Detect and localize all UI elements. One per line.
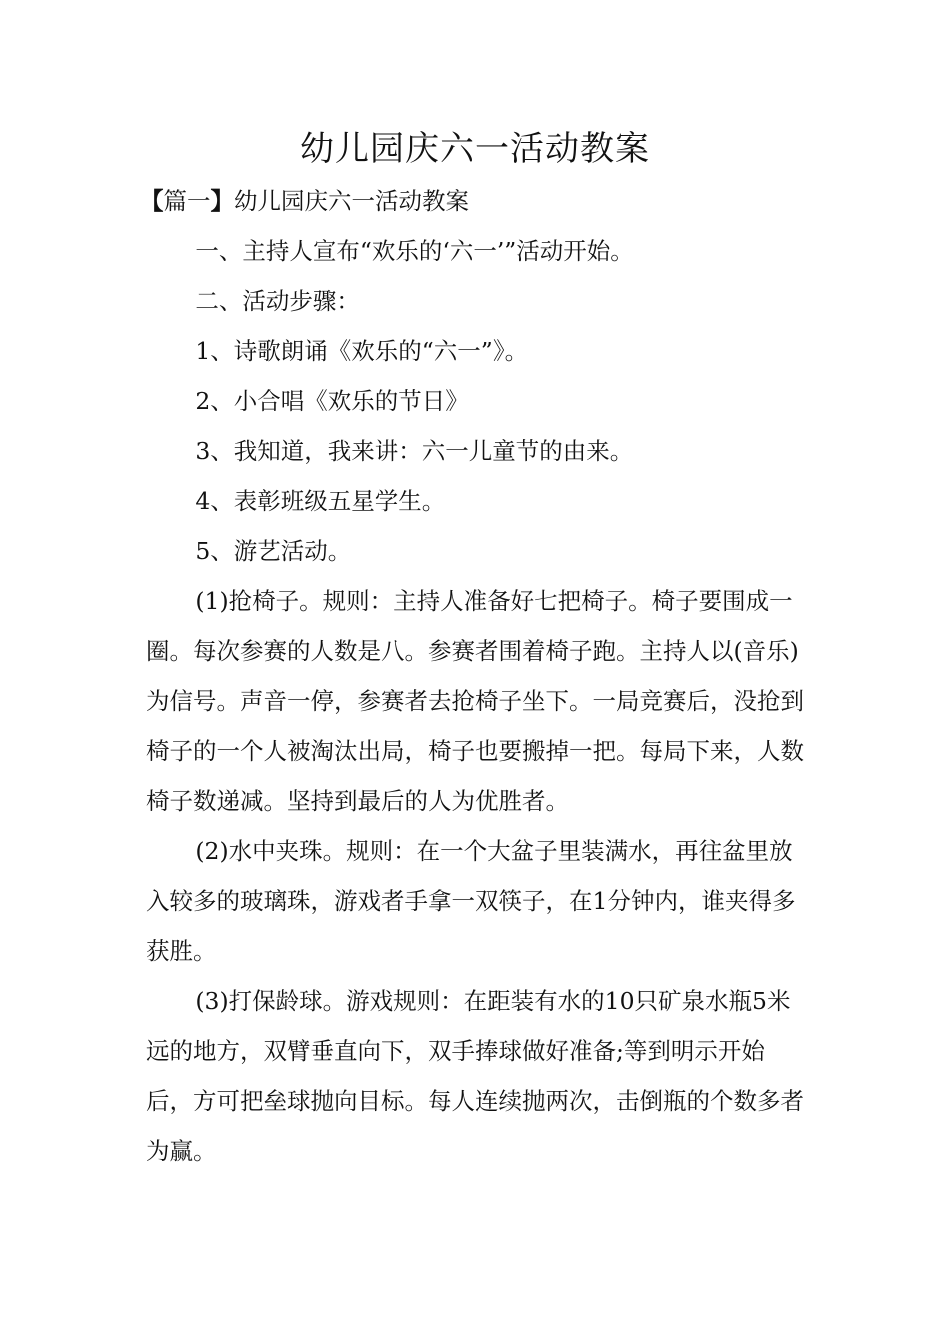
section-heading bbox=[140, 176, 808, 226]
paragraph-game-beads: (2)水中夹珠。规则：在一个大盆子里装满水，再往盆里放入较多的玻璃珠，游戏者手拿一双筷子，在1分钟内，谁夹得多获胜。 bbox=[146, 837, 796, 965]
paragraph-step-3: 3、我知道，我来讲：六一儿童节的由来。 bbox=[195, 437, 634, 465]
document-title: 幼儿园庆六一活动教案 bbox=[300, 129, 650, 169]
section-heading-text: 幼儿园庆六一活动教案 bbox=[234, 187, 469, 215]
section-close-bracket: 】 bbox=[210, 187, 234, 215]
paragraph-step-4: 4、表彰班级五星学生。 bbox=[195, 487, 446, 515]
paragraph-step-1: 1、诗歌朗诵《欢乐的“六一”》。 bbox=[195, 337, 529, 365]
paragraph-step-5: 5、游艺活动。 bbox=[195, 537, 352, 565]
section-open-bracket: 【 bbox=[140, 187, 164, 215]
paragraph-game-chairs: (1)抢椅子。规则：主持人准备好七把椅子。椅子要围成一圈。每次参赛的人数是八。参赛者围着椅子跑。主持人以(音乐)为信号。声音一停，参赛者去抢椅子坐下。一局竞赛后，没抢到椅子的一个人被淘汰出局，椅子也要搬掉一把。每局下来，人数椅子数递减。坚持到最后的人为优胜者。 bbox=[146, 587, 804, 815]
paragraph-step-2: 2、小合唱《欢乐的节日》 bbox=[195, 387, 469, 415]
section-label: 篇一 bbox=[163, 187, 211, 215]
paragraph-game-bowling: (3)打保龄球。游戏规则：在距装有水的10只矿泉水瓶5米远的地方，双臂垂直向下，双手捧球做好准备;等到明示开始后，方可把垒球抛向目标。每人连续抛两次，击倒瓶的个数多者为赢。 bbox=[146, 987, 804, 1165]
document-body bbox=[140, 176, 808, 1176]
paragraph-announcement: 一、主持人宣布“欢乐的‘六一’”活动开始。 bbox=[195, 237, 634, 265]
paragraph-steps-heading: 二、活动步骤： bbox=[195, 287, 360, 315]
